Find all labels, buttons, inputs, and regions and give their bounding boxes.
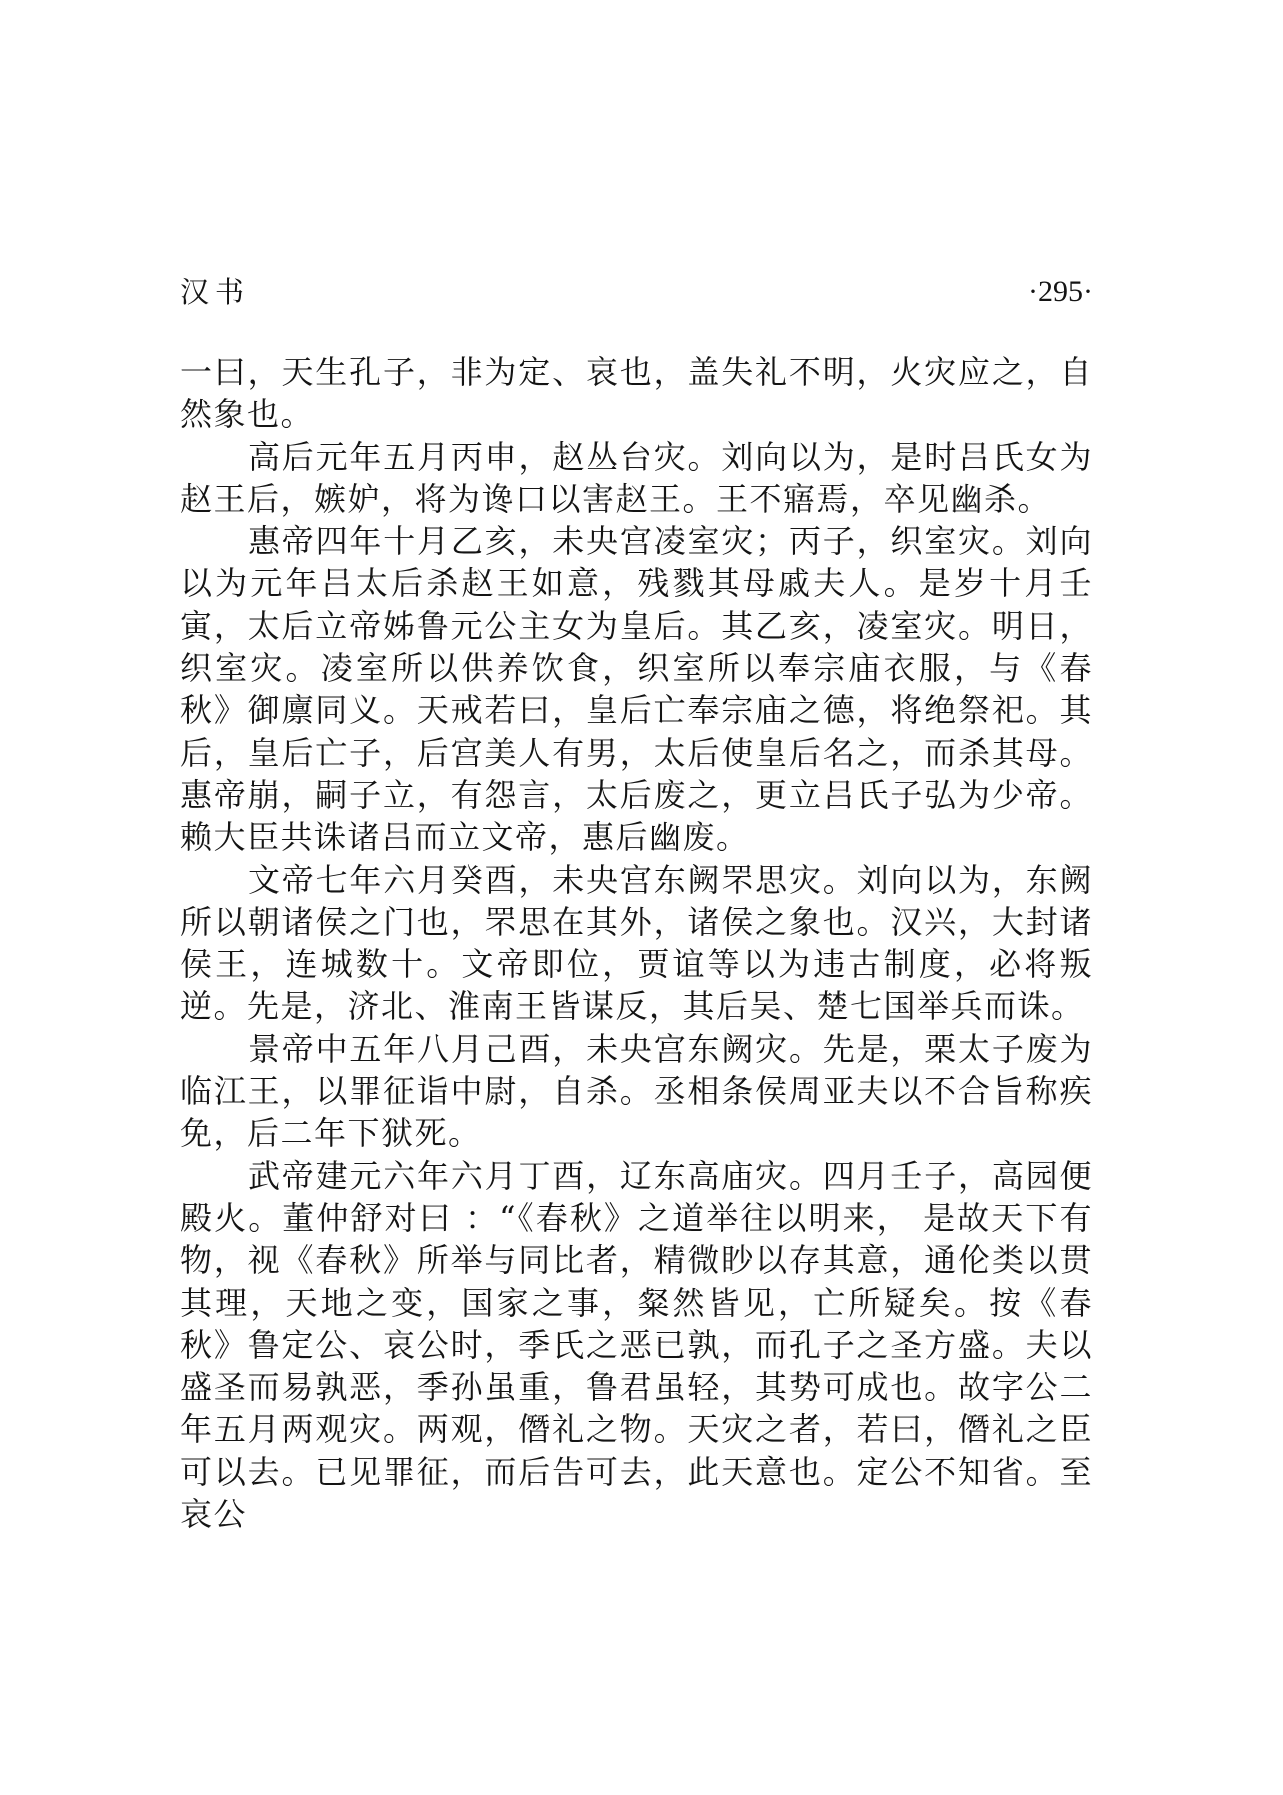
paragraph-huidi: 惠帝四年十月乙亥，未央宫凌室灾；丙子，织室灾。刘向以为元年吕太后杀赵王如意，残戮其母戚夫人。是岁十月壬寅，太后立帝姊鲁元公主女为皇后。其乙亥，凌室灾。明日，织室灾。凌室所以供养饮食，织室所以奉宗庙衣服，与《春秋》御廪同义。天戒若曰，皇后亡奉宗庙之德，将绝祭祀。其后，皇后亡子，后宫美人有男，太后使皇后名之，而杀其母。惠帝崩，嗣子立，有怨言，太后废之，更立吕氏子弘为少帝。赖大臣共诛诸吕而立文帝，惠后幽废。 [180,522,1093,857]
paragraph-wendi: 文帝七年六月癸酉，未央宫东阙罘思灾。刘向以为，东阙所以朝诸侯之门也，罘思在其外，诸侯之象也。汉兴，大封诸侯王，连城数十。文帝即位，贾谊等以为违古制度，必将叛逆。先是，济北、淮南王皆谋反，其后吴、楚七国举兵而诛。 [180,860,1093,1026]
body-text [180,351,1093,1535]
page-number: ·295· [1028,275,1093,308]
running-title: 汉书 [180,275,251,309]
paragraph-continued: 一曰，天生孔子，非为定、哀也，盖失礼不明，火灾应之，自然象也。 [180,353,1093,434]
paragraph-gaohou: 高后元年五月丙申，赵丛台灾。刘向以为，是时吕氏女为赵王后，嫉妒，将为谗口以害赵王。王不寤焉，卒见幽杀。 [180,437,1093,518]
paragraph-wudi: 武帝建元六年六月丁酉，辽东高庙灾。四月壬子，高园便殿火。董仲舒对曰 ：“《春秋》之道举往以明来， 是故天下有物，视《春秋》所举与同比者，精微眇以存其意，通伦类以贯其理，天地之变，国家之事，粲然皆见，亡所疑矣。按《春秋》鲁定公、哀公时，季氏之恶已孰，而孔子之圣方盛。夫以盛圣而易孰恶，季孙虽重，鲁君虽轻，其势可成也。故字公二年五月两观灾。两观，僭礼之物。天灾之者，若曰，僭礼之臣可以去。已见罪征，而后告可去，此天意也。定公不知省。至哀公 [180,1156,1093,1534]
page-header [180,270,1093,314]
paragraph-jingdi: 景帝中五年八月己酉，未央宫东阙灾。先是，栗太子废为临江王，以罪征诣中尉，自杀。丞相条侯周亚夫以不合旨称疾免，后二年下狱死。 [180,1029,1093,1153]
